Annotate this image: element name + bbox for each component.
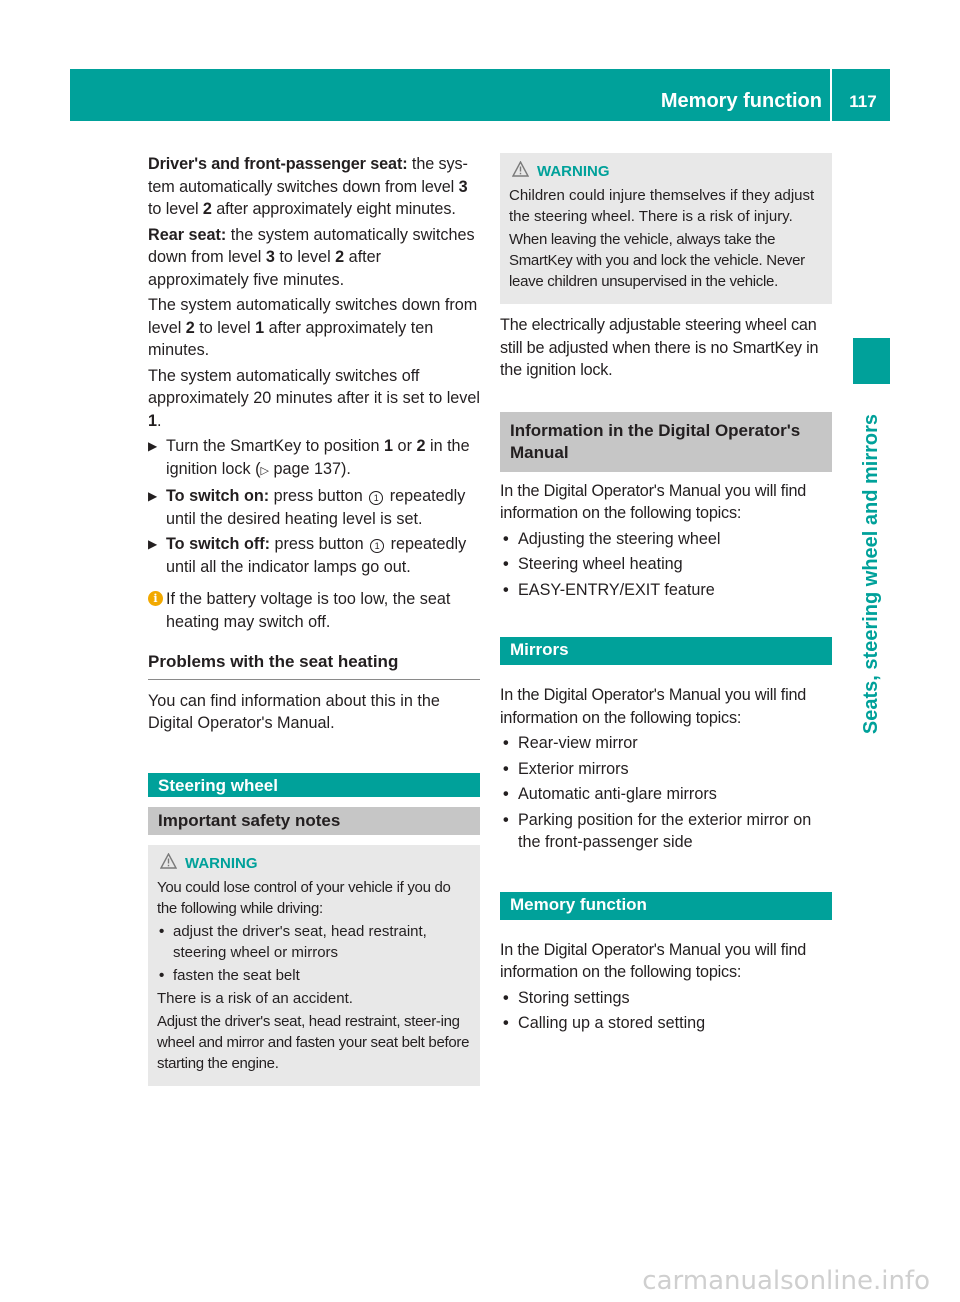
topic-text: Rear-view mirror — [518, 734, 638, 752]
bullet-icon: • — [503, 759, 509, 778]
topic-list-item — [500, 1012, 832, 1035]
warning-bullet-text: fasten the seat belt — [173, 966, 300, 984]
level-number: 1 — [255, 318, 265, 337]
level-number: 3 — [265, 248, 275, 266]
key-position: 1 — [384, 437, 394, 455]
watermark-text: carmanualsonline.info — [642, 1266, 930, 1296]
problems-paragraph: You can find information about this in the Digital Operator's Manual. — [148, 691, 440, 732]
warning-advice: Adjust the driver's seat, head restraint, steer-ing wheel and mirror and fasten your seat belt before starting the engine. — [157, 1012, 470, 1072]
warning-bullet — [157, 965, 472, 986]
level-number: 2 — [185, 318, 195, 337]
bullet-icon: • — [503, 1014, 509, 1032]
page-reference-link[interactable]: page 137). — [268, 459, 351, 478]
text: repeatedly until all the indicator lamps go out. — [166, 535, 467, 576]
button-1-icon: 1 — [369, 491, 383, 505]
bullet-icon: • — [503, 734, 509, 752]
level-number: 2 — [202, 200, 212, 218]
text: the sys-tem automatically switches down from level — [148, 155, 468, 196]
topic-text: Adjusting the steering wheel — [518, 529, 721, 548]
warning-triangle-icon — [160, 853, 177, 869]
subsection-bar-safety-notes: Important safety notes — [148, 807, 480, 835]
bullet-icon: • — [503, 529, 509, 548]
header-separator — [830, 69, 832, 121]
section-bar-steering-wheel: Steering wheel — [148, 773, 480, 797]
driver-seat-label: Driver's and front-passenger seat: — [148, 155, 408, 173]
topic-text: Exterior mirrors — [518, 759, 629, 778]
topic-text: Parking position for the exterior mirror on the front-passenger side — [518, 810, 812, 851]
warning-box — [148, 845, 480, 1086]
text: . — [157, 411, 162, 430]
topic-list-item — [500, 528, 832, 551]
rear-seat-paragraph — [148, 224, 480, 292]
text: to level — [194, 318, 256, 337]
key-position: 2 — [416, 437, 426, 455]
section-bar-memory-function: Memory function — [500, 892, 832, 920]
text: The system automatically switches off approximately 20 minutes after it is set to level — [148, 366, 480, 407]
step-arrow-icon: ▶ — [148, 489, 158, 503]
topic-list-item — [500, 987, 832, 1010]
level2-paragraph — [148, 294, 480, 362]
text: to level — [274, 248, 336, 266]
step-arrow-icon: ▶ — [148, 537, 158, 551]
mirrors-intro: In the Digital Operator's Manual you will find information on the following topics: — [500, 686, 807, 727]
step-label: To switch off: — [166, 535, 271, 553]
text: Turn the SmartKey to position — [166, 437, 385, 455]
bullet-icon: • — [159, 922, 165, 940]
text: after approximately ten minutes. — [148, 318, 434, 359]
warning-box — [500, 153, 832, 304]
topic-text: Steering wheel heating — [518, 555, 683, 573]
warning-text: When leaving the vehicle, always take the SmartKey with you and lock the vehicle. Never leave children unsupervised in the vehicle. — [509, 231, 805, 290]
watermark — [0, 1262, 960, 1302]
bullet-icon: • — [159, 966, 165, 984]
info-note — [148, 588, 480, 633]
driver-seat-paragraph — [148, 153, 480, 221]
bullet-icon: • — [503, 555, 509, 573]
warning-intro: You could lose control of your vehicle if you do the following while driving: — [157, 878, 451, 917]
topic-list-item — [500, 783, 832, 806]
button-1-icon: 1 — [370, 539, 384, 553]
bullet-icon: • — [503, 810, 509, 829]
text: after approximately five minutes. — [148, 248, 382, 289]
page-number: 117 — [849, 92, 877, 111]
memory-intro: In the Digital Operator's Manual you will find information on the following topics: — [500, 940, 807, 981]
bullet-icon: • — [503, 988, 509, 1007]
text: The system automatically switches down from level — [148, 296, 478, 337]
page-reference-arrow-icon: ▷ — [260, 464, 269, 477]
warning-label: WARNING — [185, 854, 258, 872]
text: repeatedly until the desired heating level is set. — [166, 487, 466, 528]
right-column — [500, 153, 832, 1038]
topic-text: Calling up a stored setting — [518, 1014, 706, 1032]
topic-list-item — [500, 579, 832, 602]
warning-heading — [509, 161, 824, 182]
text: to level — [148, 200, 203, 218]
text: the system automatically switches down from level — [148, 225, 475, 266]
warning-triangle-icon — [512, 161, 529, 177]
topic-text: EASY-ENTRY/EXIT feature — [518, 580, 715, 599]
text: after approximately eight minutes. — [211, 200, 456, 218]
topic-list-item — [500, 758, 832, 781]
topic-text: Automatic anti-glare mirrors — [518, 785, 717, 803]
topic-list-item — [500, 809, 832, 854]
switch-off-paragraph — [148, 365, 480, 433]
warning-label: WARNING — [537, 163, 610, 180]
level-number: 3 — [458, 177, 468, 196]
bullet-icon: • — [503, 580, 509, 599]
instruction-step — [148, 435, 480, 482]
info-icon: i — [148, 591, 163, 606]
section-bar-mirrors: Mirrors — [500, 637, 832, 665]
topic-list-item — [500, 732, 832, 755]
instruction-step — [148, 485, 480, 530]
instruction-step — [148, 533, 480, 578]
text: or — [393, 437, 417, 455]
section-heading: Problems with the seat heating — [148, 651, 480, 680]
text: press button — [269, 487, 368, 505]
page-title: Memory function — [660, 90, 822, 112]
warning-text: Children could injure themselves if they adjust the steering wheel. There is a risk of injury. — [509, 187, 815, 225]
info-text: If the battery voltage is too low, the seat heating may switch off. — [166, 590, 451, 631]
topic-text: Storing settings — [518, 988, 630, 1007]
warning-heading — [157, 853, 472, 874]
step-arrow-icon: ▶ — [148, 439, 158, 453]
level-number: 2 — [335, 248, 345, 266]
text: in the ignition lock ( — [166, 437, 470, 478]
adjustable-paragraph: The electrically adjustable steering wheel can still be adjusted when there is no SmartKey in the ignition lock. — [500, 316, 819, 379]
topic-list-item — [500, 553, 832, 576]
level-number: 1 — [148, 411, 158, 430]
rear-seat-label: Rear seat: — [148, 225, 227, 244]
text: press button — [270, 535, 369, 553]
section-bar-info-manual: Information in the Digital Operator's Manual — [500, 412, 832, 472]
section-label: Seats, steering wheel and mirrors — [860, 413, 882, 735]
warning-bullet — [157, 921, 472, 963]
warning-bullet-text: adjust the driver's seat, head restraint, steering wheel or mirrors — [173, 922, 427, 961]
left-column — [148, 153, 480, 1086]
info-intro: In the Digital Operator's Manual you will find information on the following topics: — [500, 481, 807, 522]
bullet-icon: • — [503, 785, 509, 803]
step-label: To switch on: — [166, 487, 270, 505]
warning-risk: There is a risk of an accident. — [157, 989, 353, 1007]
